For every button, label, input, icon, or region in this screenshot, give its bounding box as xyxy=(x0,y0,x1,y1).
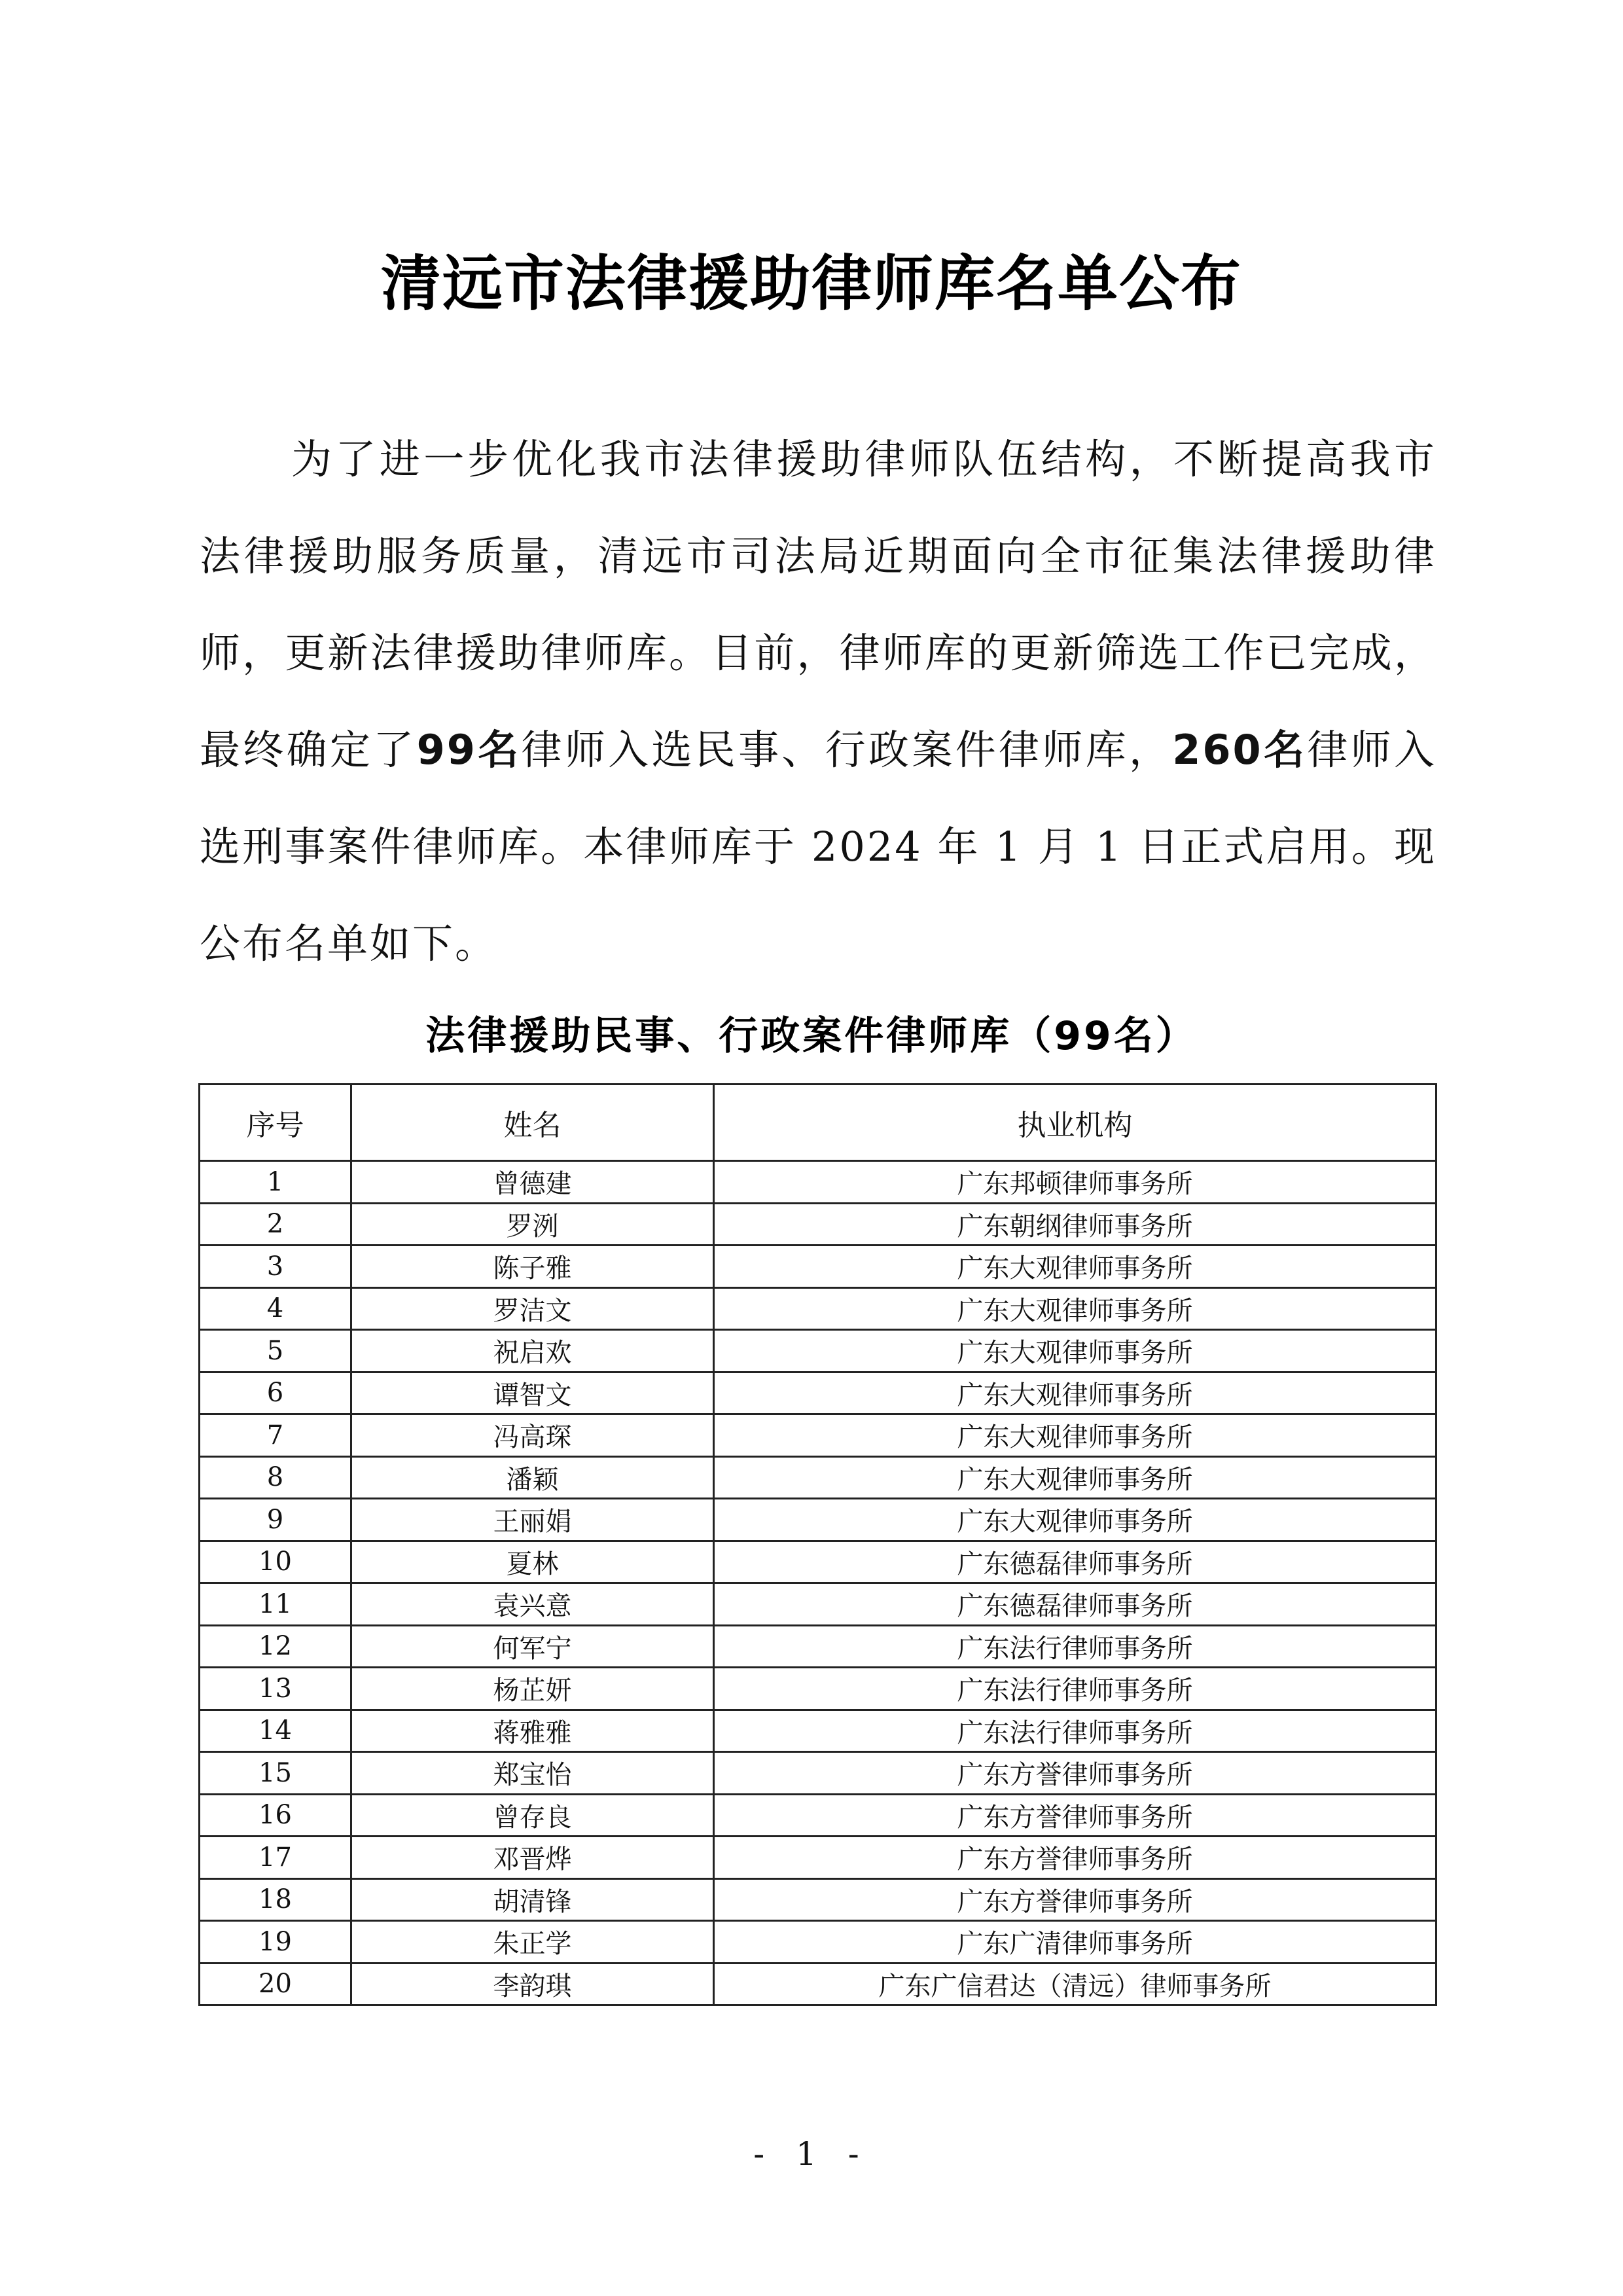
table-row xyxy=(200,1710,1436,1752)
table-row xyxy=(200,1372,1436,1414)
cell-index: 17 xyxy=(200,1837,351,1879)
table-row xyxy=(200,1456,1436,1499)
header-index: 序号 xyxy=(200,1085,351,1161)
lawyer-table xyxy=(198,1083,1437,2006)
cell-index: 8 xyxy=(200,1456,351,1499)
table-row xyxy=(200,1499,1436,1541)
table-row xyxy=(200,1246,1436,1288)
cell-firm: 广东德磊律师事务所 xyxy=(714,1583,1436,1626)
cell-index: 4 xyxy=(200,1287,351,1330)
table-row xyxy=(200,1752,1436,1795)
cell-firm: 广东法行律师事务所 xyxy=(714,1710,1436,1752)
cell-name: 谭智文 xyxy=(351,1372,714,1414)
cell-index: 1 xyxy=(200,1161,351,1204)
cell-name: 王丽娟 xyxy=(351,1499,714,1541)
table-row xyxy=(200,1963,1436,2005)
cell-index: 14 xyxy=(200,1710,351,1752)
cell-firm: 广东方誉律师事务所 xyxy=(714,1794,1436,1837)
cell-firm: 广东邦顿律师事务所 xyxy=(714,1161,1436,1204)
table-row xyxy=(200,1625,1436,1668)
cell-name: 罗洌 xyxy=(351,1203,714,1246)
table-row xyxy=(200,1668,1436,1710)
cell-index: 3 xyxy=(200,1246,351,1288)
cell-index: 7 xyxy=(200,1414,351,1457)
table-row xyxy=(200,1794,1436,1837)
intro-paragraph xyxy=(200,411,1436,992)
cell-index: 19 xyxy=(200,1921,351,1964)
table-row xyxy=(200,1203,1436,1246)
cell-index: 11 xyxy=(200,1583,351,1626)
table-row xyxy=(200,1878,1436,1921)
cell-name: 胡清锋 xyxy=(351,1878,714,1921)
table-header-row xyxy=(200,1085,1436,1161)
header-firm: 执业机构 xyxy=(714,1085,1436,1161)
cell-firm: 广东大观律师事务所 xyxy=(714,1456,1436,1499)
cell-name: 杨芷妍 xyxy=(351,1668,714,1710)
cell-name: 李韵琪 xyxy=(351,1963,714,2005)
cell-firm: 广东广信君达（清远）律师事务所 xyxy=(714,1963,1436,2005)
cell-name: 陈子雅 xyxy=(351,1246,714,1288)
cell-firm: 广东法行律师事务所 xyxy=(714,1625,1436,1668)
cell-firm: 广东大观律师事务所 xyxy=(714,1499,1436,1541)
intro-text-2: 律师入选民事、行政案件律师库， xyxy=(521,726,1173,774)
page-number: - 1 - xyxy=(753,2135,870,2173)
table-row xyxy=(200,1541,1436,1583)
cell-index: 15 xyxy=(200,1752,351,1795)
cell-firm: 广东大观律师事务所 xyxy=(714,1287,1436,1330)
table-body xyxy=(200,1161,1436,2005)
cell-name: 罗洁文 xyxy=(351,1287,714,1330)
cell-firm: 广东大观律师事务所 xyxy=(714,1330,1436,1372)
cell-firm: 广东大观律师事务所 xyxy=(714,1372,1436,1414)
civil-count: 99名 xyxy=(416,726,522,774)
cell-name: 何军宁 xyxy=(351,1625,714,1668)
cell-index: 13 xyxy=(200,1668,351,1710)
cell-name: 邓晋烨 xyxy=(351,1837,714,1879)
cell-name: 袁兴意 xyxy=(351,1583,714,1626)
cell-firm: 广东朝纲律师事务所 xyxy=(714,1203,1436,1246)
cell-name: 潘颖 xyxy=(351,1456,714,1499)
header-name: 姓名 xyxy=(351,1085,714,1161)
intro-text-3: 律师入选刑事案件律师库。本律师库于 2024 年 1 月 1 日正式启用。现公布名单如下。 xyxy=(200,726,1436,967)
table-row xyxy=(200,1330,1436,1372)
table-row xyxy=(200,1414,1436,1457)
cell-firm: 广东方誉律师事务所 xyxy=(714,1752,1436,1795)
cell-index: 5 xyxy=(200,1330,351,1372)
table-title: 法律援助民事、行政案件律师库（99名） xyxy=(425,1013,1198,1059)
criminal-count: 260名 xyxy=(1172,726,1308,774)
cell-index: 10 xyxy=(200,1541,351,1583)
table-row xyxy=(200,1583,1436,1626)
cell-index: 16 xyxy=(200,1794,351,1837)
cell-firm: 广东大观律师事务所 xyxy=(714,1414,1436,1457)
cell-index: 18 xyxy=(200,1878,351,1921)
cell-firm: 广东大观律师事务所 xyxy=(714,1246,1436,1288)
cell-name: 曾德建 xyxy=(351,1161,714,1204)
cell-firm: 广东方誉律师事务所 xyxy=(714,1837,1436,1879)
table-row xyxy=(200,1837,1436,1879)
cell-index: 12 xyxy=(200,1625,351,1668)
cell-index: 9 xyxy=(200,1499,351,1541)
cell-name: 朱正学 xyxy=(351,1921,714,1964)
cell-index: 2 xyxy=(200,1203,351,1246)
cell-firm: 广东广清律师事务所 xyxy=(714,1921,1436,1964)
page-title: 清远市法律援助律师库名单公布 xyxy=(380,249,1242,319)
cell-name: 夏林 xyxy=(351,1541,714,1583)
cell-firm: 广东德磊律师事务所 xyxy=(714,1541,1436,1583)
cell-index: 6 xyxy=(200,1372,351,1414)
cell-firm: 广东方誉律师事务所 xyxy=(714,1878,1436,1921)
cell-firm: 广东法行律师事务所 xyxy=(714,1668,1436,1710)
cell-index: 20 xyxy=(200,1963,351,2005)
cell-name: 冯高琛 xyxy=(351,1414,714,1457)
table-row xyxy=(200,1287,1436,1330)
intro-text-1: 为了进一步优化我市法律援助律师队伍结构，不断提高我市法律援助服务质量，清远市司法局近期面向全市征集法律援助律师，更新法律援助律师库。目前，律师库的更新筛选工作已完成，最终确定了 xyxy=(200,435,1436,774)
cell-name: 蒋雅雅 xyxy=(351,1710,714,1752)
cell-name: 曾存良 xyxy=(351,1794,714,1837)
cell-name: 祝启欢 xyxy=(351,1330,714,1372)
table-row xyxy=(200,1161,1436,1204)
cell-name: 郑宝怡 xyxy=(351,1752,714,1795)
table-row xyxy=(200,1921,1436,1964)
